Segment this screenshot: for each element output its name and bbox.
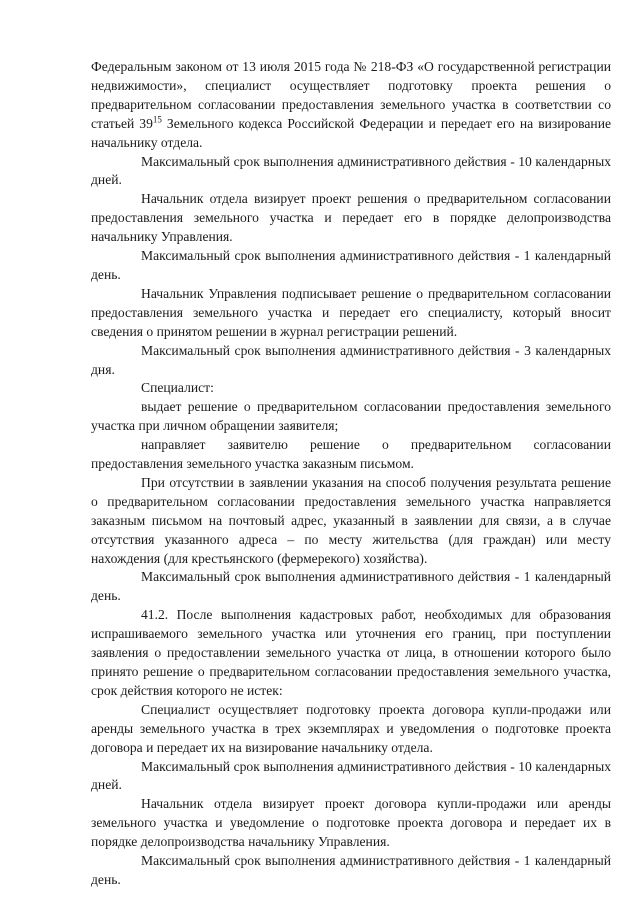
paragraph-8: выдает решение о предварительном согласовании предоставления земельного участка при личном обращении заявителя; (91, 399, 611, 434)
paragraph-11: Максимальный срок выполнения административного действия - 1 календарный день. (91, 569, 611, 604)
article-superscript: 15 (152, 114, 162, 125)
paragraph-2: Максимальный срок выполнения административного действия - 10 календарных дней. (91, 153, 611, 188)
paragraph-16: Максимальный срок выполнения административного действия - 1 календарный день. (91, 853, 611, 887)
paragraph-5: Начальник Управления подписывает решение о предварительном согласовании предоставления земельного участка и передает его специалисту, который вносит сведения о принятом решении в журнал регистрации решений. (91, 285, 611, 339)
paragraph-4: Максимальный срок выполнения административного действия - 1 календарный день. (91, 248, 611, 282)
document-page (91, 58, 611, 890)
paragraph-6: Максимальный срок выполнения административного действия - 3 календарных дня. (91, 342, 611, 377)
paragraph-15: Начальник отдела визирует проект договора купли-продажи или аренды земельного участка и уведомление о подготовке проекта договора и передает их в порядке делопроизводства начальнику Управления. (91, 796, 611, 850)
paragraph-12: 41.2. После выполнения кадастровых работ, необходимых для образования испрашиваемого земельного участка или уточнения его границ, при поступлении заявления о предоставлении земельного участка от лица, в отношении которого было принято решение о предварительном согласовании предоставления земельного участка, срок действия которого не истек: (91, 607, 611, 698)
paragraph-1-text: Федеральным законом от 13 июля 2015 года № 218-ФЗ «О государственной регистрации недвижимости», специалист осуществляет подготовку проекта решения о предварительном согласовании предоставления земельного участка в соответствии со статьей 39 (91, 59, 611, 131)
paragraph-13: Специалист осуществляет подготовку проекта договора купли-продажи или аренды земельного участка в трех экземплярах и уведомления о подготовке проекта договора и передает их на визирование начальнику отдела. (91, 701, 611, 755)
paragraph-10: При отсутствии в заявлении указания на способ получения результата решение о предварительном согласовании предоставления земельного участка направляется заказным письмом на почтовый адрес, указанный в заявлении для связи, а в случае отсутствия указанного адреса – по месту жительства (для граждан) или месту нахождения (для крестьянского (фермерекого) хозяйства). (91, 474, 611, 566)
paragraph-14: Максимальный срок выполнения административного действия - 10 календарных дней. (91, 758, 611, 793)
paragraph-3: Начальник отдела визирует проект решения о предварительном согласовании предоставления земельного участка и передает его в порядке делопроизводства начальнику Управления. (91, 191, 611, 245)
paragraph-7: Специалист: (141, 380, 214, 396)
paragraph-9: направляет заявителю решение о предварительном согласовании предоставления земельного участка заказным письмом. (91, 437, 611, 472)
paragraph-1 (91, 58, 611, 153)
paragraph-1-text-end: Земельного кодекса Российской Федерации и передает его на визирование начальнику отдела. (91, 115, 612, 150)
